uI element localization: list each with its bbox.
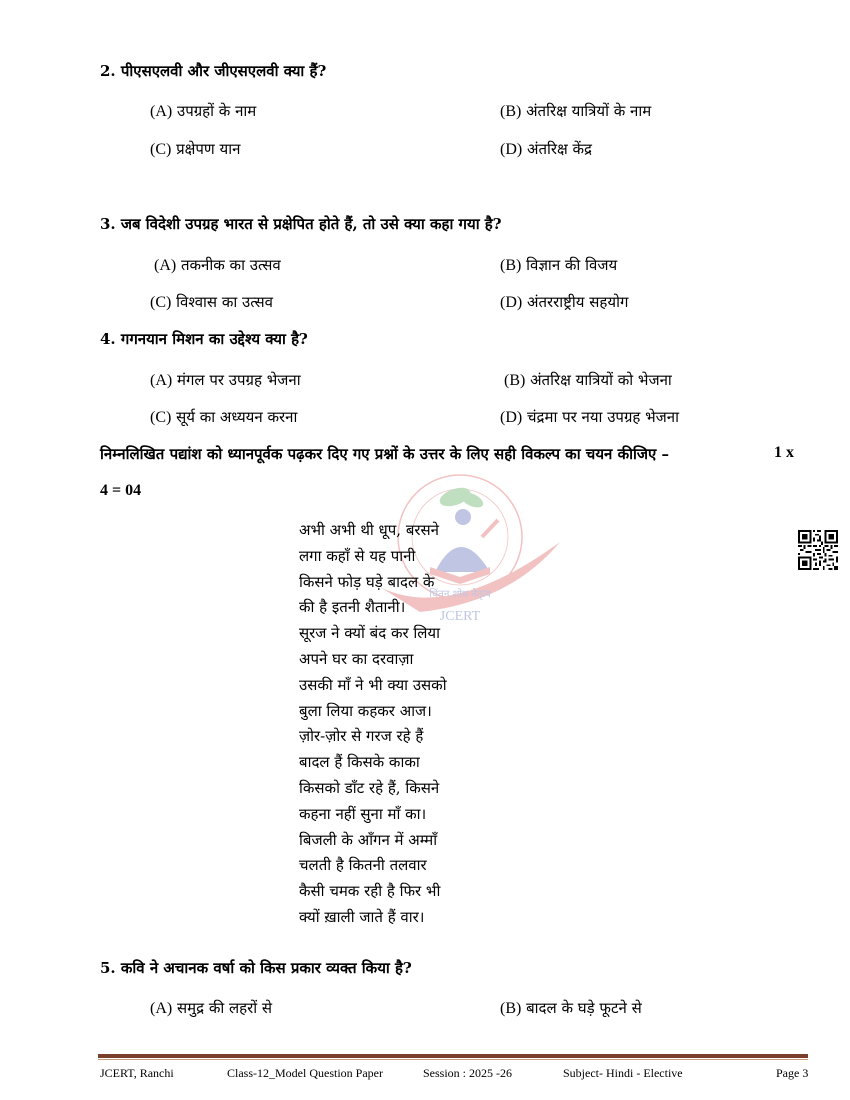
option-tag: (B) <box>500 257 522 274</box>
option-tag: (D) <box>500 409 523 426</box>
passage-instruction: निम्नलिखित पद्यांश को ध्यानपूर्वक पढ़कर दिए गए प्रश्नों के उत्तर के लिए सही विकल्प का चयन कीजिए – <box>100 445 670 463</box>
poem-line: बादल हैं किसके काका <box>299 753 420 772</box>
option-text: अंतरराष्ट्रीय सहयोग <box>522 293 629 311</box>
option-tag: (C) <box>150 141 172 158</box>
poem-line: उसकी माँ ने भी क्या उसको <box>299 675 447 694</box>
option-tag: (C) <box>150 294 172 311</box>
q4-option-c <box>150 407 297 427</box>
option-text: अंतरिक्ष यात्रियों को भेजना <box>525 371 672 389</box>
option-text: बादल के घड़े फूटने से <box>521 999 642 1017</box>
option-text: प्रक्षेपण यान <box>171 140 241 158</box>
poem-line: सूरज ने क्यों बंद कर लिया <box>299 624 441 643</box>
watermark-motto: चिंतन शोध नेतृत्व <box>429 589 491 600</box>
question-4: 4. गगनयान मिशन का उद्देश्य क्या है? <box>100 330 308 348</box>
poem-line: बुला लिया कहकर आज। <box>299 701 432 720</box>
option-tag: (D) <box>500 294 523 311</box>
option-text: समुद्र की लहरों से <box>172 999 273 1017</box>
option-text: चंद्रमा पर नया उपग्रह भेजना <box>522 408 680 426</box>
q4-option-d <box>500 407 679 427</box>
question-3: 3. जब विदेशी उपग्रह भारत से प्रक्षेपित होते हैं, तो उसे क्या कहा गया है? <box>100 215 502 233</box>
q2-option-b <box>500 101 651 121</box>
marks-total: 4 = 04 <box>100 482 142 499</box>
option-text: अंतरिक्ष केंद्र <box>522 140 593 158</box>
poem-line: किसने फोड़ घड़े बादल के <box>299 572 435 591</box>
q5-option-a <box>150 998 272 1018</box>
poem-line: की है इतनी शैतानी। <box>299 598 406 617</box>
qr-code-icon <box>798 530 838 570</box>
option-text: उपग्रहों के नाम <box>172 102 257 120</box>
q3-option-b <box>500 255 617 275</box>
option-tag: (C) <box>150 409 172 426</box>
footer-page-number: Page 3 <box>776 1066 809 1080</box>
option-text: विज्ञान की विजय <box>521 256 618 274</box>
question-5: 5. कवि ने अचानक वर्षा को किस प्रकार व्यक्त किया है? <box>100 959 412 977</box>
pen-icon <box>482 520 498 537</box>
poem-block <box>299 518 447 931</box>
watermark-org: JCERT <box>439 609 481 624</box>
q3-option-a <box>154 255 281 275</box>
option-tag: (A) <box>150 372 173 389</box>
poem-line: अपने घर का दरवाज़ा <box>299 649 414 668</box>
poem-line: क्यों ख़ाली जाते हैं वार। <box>299 907 425 926</box>
poem-line: कहना नहीं सुना माँ का। <box>299 804 427 823</box>
option-tag: (B) <box>504 372 526 389</box>
option-text: अंतरिक्ष यात्रियों के नाम <box>521 102 652 120</box>
poem-line: कैसी चमक रही है फिर भी <box>299 882 441 901</box>
q4-option-b <box>504 370 672 390</box>
footer-class: Class-12_Model Question Paper <box>227 1066 383 1080</box>
footer-org: JCERT, Ranchi <box>100 1066 174 1080</box>
option-tag: (A) <box>154 257 177 274</box>
footer-session: Session : 2025 -26 <box>423 1066 513 1080</box>
poem-line: बिजली के आँगन में अम्माँ <box>299 830 438 849</box>
q3-option-c <box>150 292 273 312</box>
marks-label: 1 x <box>774 444 794 461</box>
option-tag: (A) <box>150 1000 173 1017</box>
q2-option-d <box>500 139 592 159</box>
option-tag: (B) <box>500 1000 522 1017</box>
footer-rule <box>98 1054 808 1058</box>
q4-option-a <box>150 370 301 390</box>
q2-option-c <box>150 139 240 159</box>
option-text: तकनीक का उत्सव <box>176 256 281 274</box>
option-tag: (D) <box>500 141 523 158</box>
option-tag: (B) <box>500 103 522 120</box>
poem-line: लगा कहाँ से यह पानी <box>299 546 416 565</box>
q3-option-d <box>500 292 628 312</box>
question-2: 2. पीएसएलवी और जीएसएलवी क्या हैं? <box>100 62 327 80</box>
footer-subject: Subject- Hindi - Elective <box>563 1066 683 1080</box>
q5-option-b <box>500 998 642 1018</box>
poem-line: अभी अभी थी धूप, बरसने <box>299 521 440 539</box>
poem-line: चलती है कितनी तलवार <box>299 856 427 875</box>
option-text: विश्वास का उत्सव <box>171 293 273 311</box>
poem-line: ज़ोर-ज़ोर से गरज रहे हैं <box>299 727 424 746</box>
footer-rule-thin <box>98 1059 808 1060</box>
poem-line: किसको डाँट रहे हैं, किसने <box>299 778 440 797</box>
option-text: मंगल पर उपग्रह भेजना <box>172 371 301 389</box>
option-text: सूर्य का अध्ययन करना <box>171 408 298 426</box>
option-tag: (A) <box>150 103 173 120</box>
head-icon <box>455 509 471 525</box>
q2-option-a <box>150 101 256 121</box>
